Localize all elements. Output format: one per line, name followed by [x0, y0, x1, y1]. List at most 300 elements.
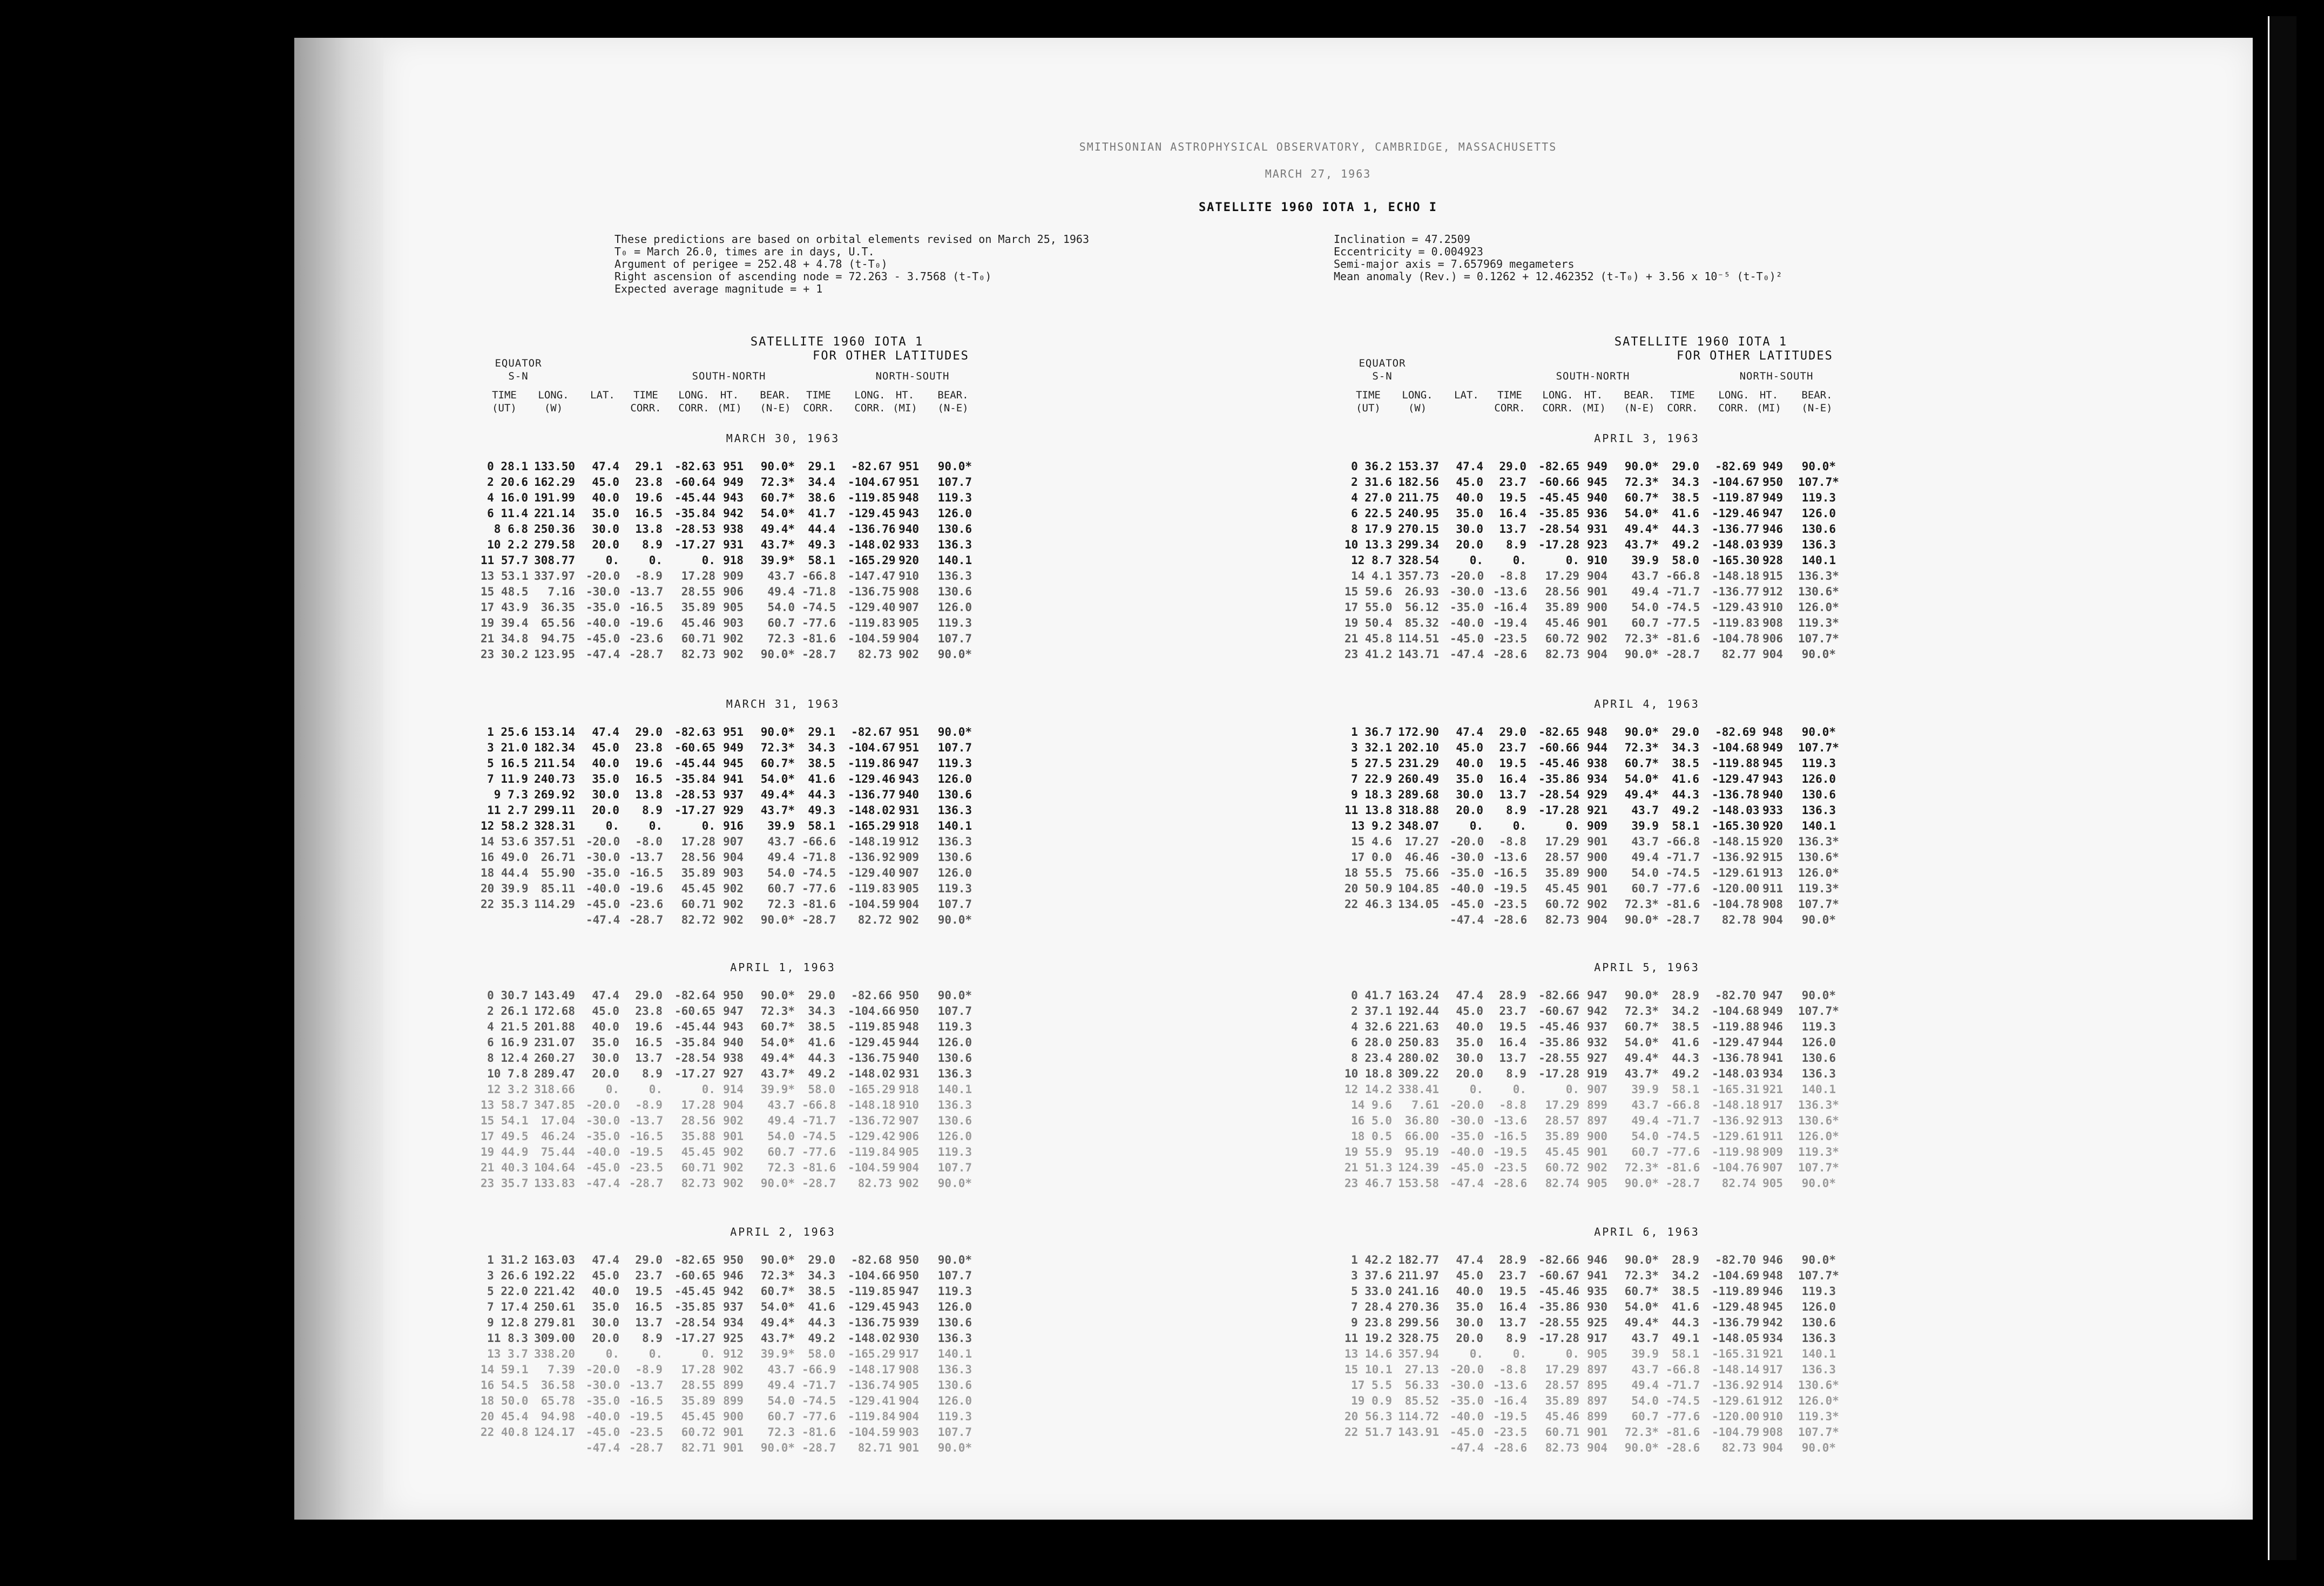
table-cell: 26.71 — [541, 851, 575, 864]
table-cell: 946 — [1762, 1253, 1783, 1266]
table-cell: 119.3 — [1801, 491, 1836, 504]
table-cell: -148.02 — [848, 1332, 896, 1345]
table-cell: 44.4 — [808, 523, 835, 536]
table-cell: 19.5 — [1499, 757, 1526, 770]
table-cell: 22 51.7 — [1345, 1426, 1393, 1439]
table-cell: -28.54 — [1538, 523, 1579, 536]
table-cell: 9 7.3 — [494, 788, 528, 801]
table-cell: -35.0 — [1450, 866, 1484, 879]
table-cell: 901 — [723, 1441, 744, 1454]
table-cell: 60.7 — [767, 616, 795, 629]
table-cell: 7 28.4 — [1351, 1300, 1392, 1313]
table-cell: -28.54 — [674, 1052, 715, 1065]
table-cell: 16 54.5 — [481, 1379, 529, 1392]
table-cell: 35.0 — [592, 507, 619, 520]
table-cell: 17 5.5 — [1351, 1379, 1392, 1392]
table-cell: 90.0* — [1801, 1177, 1836, 1190]
table-cell: 45.0 — [592, 1269, 619, 1282]
table-cell: 907 — [898, 601, 919, 614]
table-cell: -60.65 — [674, 741, 715, 754]
table-cell: 12 3.2 — [487, 1083, 528, 1096]
table-cell: 904 — [898, 632, 919, 645]
table-cell: 119.3* — [1798, 1146, 1839, 1158]
table-cell: 904 — [1587, 1441, 1607, 1454]
table-cell: 47.4 — [1456, 726, 1483, 738]
table-cell: 43.7 — [1631, 835, 1659, 848]
table-cell: 136.3 — [937, 804, 972, 817]
table-cell: 902 — [723, 1363, 744, 1376]
table-cell: 16.5 — [635, 1300, 663, 1313]
table-cell: 931 — [898, 804, 919, 817]
table-cell: 34.3 — [808, 741, 835, 754]
table-cell: 901 — [1587, 882, 1607, 895]
table-cell: 0. — [1565, 1083, 1579, 1096]
table-cell: -17.27 — [674, 538, 715, 551]
table-cell: 904 — [1762, 1441, 1783, 1454]
table-cell: 82.73 — [1721, 1441, 1756, 1454]
table-cell: 8.9 — [642, 1067, 663, 1080]
table-cell: 39.9 — [1631, 1347, 1659, 1360]
table-cell: -35.0 — [1450, 601, 1484, 614]
table-row — [481, 757, 977, 772]
table-cell: 40.0 — [592, 757, 619, 770]
table-cell: -16.5 — [629, 601, 664, 614]
table-cell: 942 — [723, 1285, 744, 1298]
table-cell: 901 — [723, 1130, 744, 1143]
table-cell: 29.0 — [808, 1253, 835, 1266]
table-cell: 933 — [1762, 804, 1783, 817]
table-cell: 44.3 — [1672, 1052, 1699, 1065]
table-cell: -40.0 — [586, 1146, 620, 1158]
table-cell: 945 — [1762, 757, 1783, 770]
table-row — [1345, 1253, 1841, 1269]
table-cell: -45.45 — [1538, 491, 1579, 504]
table-cell: 58.1 — [1672, 819, 1699, 832]
table-cell: 28.57 — [1545, 851, 1579, 864]
table-cell: 904 — [1762, 648, 1783, 661]
table-cell: 950 — [723, 1253, 744, 1266]
element-line: Inclination = 47.2509 — [1334, 233, 1470, 246]
table-cell: 907 — [723, 835, 744, 848]
table-cell: -66.8 — [802, 570, 836, 582]
table-row — [1345, 1441, 1841, 1456]
table-cell: 921 — [1762, 1083, 1783, 1096]
table-row — [1345, 1347, 1841, 1363]
table-cell: 6 22.5 — [1351, 507, 1392, 520]
table-cell: 130.6* — [1798, 851, 1839, 864]
table-cell: 270.36 — [1398, 1300, 1439, 1313]
table-cell: 47.4 — [592, 989, 619, 1002]
column-header: LONG. CORR. — [678, 389, 710, 414]
table-cell: 45.46 — [681, 616, 715, 629]
table-cell: 72.3* — [1624, 1426, 1659, 1439]
table-cell: -77.6 — [1666, 882, 1700, 895]
table-cell: 40.0 — [1456, 757, 1483, 770]
table-cell: -35.0 — [1450, 1130, 1484, 1143]
table-cell: -47.4 — [586, 1441, 620, 1454]
table-cell: -40.0 — [1450, 616, 1484, 629]
table-row — [481, 632, 977, 647]
table-cell: 899 — [1587, 1099, 1607, 1111]
table-cell: -30.0 — [586, 585, 620, 598]
table-cell: 18 44.4 — [481, 866, 529, 879]
table-cell: 90.0* — [1624, 1441, 1659, 1454]
table-cell: 85.52 — [1404, 1394, 1439, 1407]
table-cell: 49.4 — [767, 851, 795, 864]
table-cell: 910 — [898, 570, 919, 582]
table-cell: 28.55 — [681, 585, 715, 598]
table-cell: 904 — [1587, 913, 1607, 926]
table-cell: 49.4 — [767, 1379, 795, 1392]
table-cell: -19.5 — [629, 1146, 664, 1158]
table-cell: -148.18 — [1712, 570, 1760, 582]
table-cell: -19.5 — [1493, 1146, 1528, 1158]
table-cell: 8.9 — [642, 538, 663, 551]
table-cell: 14 4.1 — [1351, 570, 1392, 582]
table-cell: 0. — [1512, 1083, 1526, 1096]
table-cell: 60.71 — [681, 632, 715, 645]
table-cell: 60.7 — [1631, 1410, 1659, 1423]
table-cell: 347.85 — [534, 1099, 575, 1111]
table-cell: 44.3 — [1672, 1316, 1699, 1329]
table-cell: 919 — [1587, 1067, 1607, 1080]
table-cell: -8.8 — [1499, 835, 1526, 848]
table-cell: 72.3* — [1624, 476, 1659, 489]
table-cell: 250.61 — [534, 1300, 575, 1313]
table-cell: -136.92 — [1712, 1114, 1760, 1127]
table-cell: 60.7* — [1624, 1285, 1659, 1298]
table-cell: 20.0 — [1456, 1332, 1483, 1345]
table-cell: 65.56 — [541, 616, 575, 629]
table-cell: 35.89 — [1545, 866, 1579, 879]
table-cell: 944 — [1762, 1036, 1783, 1049]
table-cell: 72.3* — [1624, 1005, 1659, 1018]
table-cell: 136.3 — [937, 1067, 972, 1080]
table-cell: -77.6 — [1666, 1146, 1700, 1158]
table-cell: -35.85 — [674, 1300, 715, 1313]
table-cell: -28.55 — [1538, 1052, 1579, 1065]
table-cell: -40.0 — [586, 1410, 620, 1423]
table-cell: -74.5 — [1666, 1130, 1700, 1143]
table-cell: 90.0* — [1801, 913, 1836, 926]
table-cell: 119.3* — [1798, 882, 1839, 895]
table-cell: -82.64 — [674, 989, 715, 1002]
table-cell: 13 9.2 — [1351, 819, 1392, 832]
table-cell: 136.3 — [1801, 1067, 1836, 1080]
table-cell: -28.7 — [1666, 913, 1700, 926]
table-cell: 55.90 — [541, 866, 575, 879]
table-cell: 172.68 — [534, 1005, 575, 1018]
table-cell: -119.85 — [848, 491, 896, 504]
table-cell: -165.31 — [1712, 1083, 1760, 1096]
table-cell: 941 — [1587, 1269, 1607, 1282]
table-cell: -28.7 — [802, 1177, 836, 1190]
table-cell: 136.3 — [937, 1099, 972, 1111]
table-cell: 23.8 — [635, 1005, 663, 1018]
table-row — [1345, 757, 1841, 772]
table-cell: 940 — [1587, 491, 1607, 504]
table-cell: 126.0 — [937, 866, 972, 879]
table-cell: -60.65 — [674, 1269, 715, 1282]
table-cell: 933 — [898, 538, 919, 551]
table-cell: 90.0* — [1801, 460, 1836, 473]
table-cell: 913 — [1762, 866, 1783, 879]
table-cell: 126.0 — [937, 1300, 972, 1313]
table-cell: 90.0* — [760, 1253, 795, 1266]
table-cell: -119.85 — [848, 1285, 896, 1298]
table-cell: 54.0* — [1624, 1036, 1659, 1049]
table-cell: 950 — [723, 989, 744, 1002]
table-cell: 0. — [701, 1083, 715, 1096]
table-cell: 38.5 — [808, 1285, 835, 1298]
table-cell: 47.4 — [1456, 989, 1483, 1002]
table-cell: 0. — [1512, 554, 1526, 567]
table-cell: 8.9 — [1506, 804, 1526, 817]
table-cell: 950 — [898, 1005, 919, 1018]
table-cell: 901 — [723, 1426, 744, 1439]
table-cell: 126.0* — [1798, 866, 1839, 879]
table-row — [481, 866, 977, 882]
table-cell: 901 — [1587, 835, 1607, 848]
table-cell: 15 4.6 — [1351, 835, 1392, 848]
table-cell: 45.45 — [681, 1146, 715, 1158]
table-cell: 44.3 — [1672, 523, 1699, 536]
table-cell: 60.71 — [1545, 1426, 1579, 1439]
table-cell: 107.7 — [937, 1005, 972, 1018]
table-row — [1345, 632, 1841, 647]
table-cell: 904 — [723, 1099, 744, 1111]
table-cell: -28.7 — [802, 648, 836, 661]
observatory-header: SMITHSONIAN ASTROPHYSICAL OBSERVATORY, CAMBRIDGE, MASSACHUSETTS — [1079, 140, 1557, 153]
table-cell: -74.5 — [802, 866, 836, 879]
table-cell: 908 — [1762, 1426, 1783, 1439]
table-row — [1345, 1363, 1841, 1378]
table-cell: 143.71 — [1398, 648, 1439, 661]
table-cell: 279.81 — [534, 1316, 575, 1329]
table-cell: -28.54 — [674, 1316, 715, 1329]
table-cell: 0. — [648, 1083, 663, 1096]
column-header: TIME CORR. — [803, 389, 834, 414]
table-cell: 107.7* — [1798, 1426, 1839, 1439]
table-cell: 45.45 — [1545, 882, 1579, 895]
table-cell: 126.0* — [1798, 601, 1839, 614]
table-cell: 16.4 — [1499, 1300, 1526, 1313]
table-row — [481, 1285, 977, 1300]
table-cell: 915 — [1762, 570, 1783, 582]
table-cell: 20.0 — [592, 538, 619, 551]
table-cell: 13.8 — [635, 788, 663, 801]
column-header: LONG. (W) — [1402, 389, 1433, 414]
table-cell: 939 — [898, 1316, 919, 1329]
table-row — [481, 804, 977, 819]
table-cell: 41.6 — [1672, 1300, 1699, 1313]
table-cell: 28.9 — [1672, 1253, 1699, 1266]
table-cell: 911 — [1762, 1130, 1783, 1143]
table-cell: 1 36.7 — [1351, 726, 1392, 738]
table-row — [481, 570, 977, 585]
table-cell: 38.5 — [1672, 1285, 1699, 1298]
table-cell: -28.7 — [629, 1441, 664, 1454]
table-row — [481, 1332, 977, 1347]
table-cell: 13.7 — [635, 1316, 663, 1329]
day-date-heading: MARCH 31, 1963 — [726, 697, 840, 710]
table-cell: 2 31.6 — [1351, 476, 1392, 489]
table-cell: -16.5 — [629, 1130, 664, 1143]
table-cell: 29.1 — [808, 726, 835, 738]
table-cell: 94.98 — [541, 1410, 575, 1423]
table-cell: 23 35.7 — [481, 1177, 529, 1190]
table-cell: 192.22 — [534, 1269, 575, 1282]
table-cell: 2 26.1 — [487, 1005, 528, 1018]
table-cell: -148.18 — [1712, 1099, 1760, 1111]
table-cell: 36.35 — [541, 601, 575, 614]
table-cell: -16.5 — [629, 866, 664, 879]
table-cell: 221.14 — [534, 507, 575, 520]
table-cell: -17.27 — [674, 804, 715, 817]
table-cell: -60.65 — [674, 1005, 715, 1018]
column-header: BEAR. (N-E) — [1624, 389, 1655, 414]
element-line: Semi-major axis = 7.657969 megameters — [1334, 257, 1575, 270]
table-cell: 39.9* — [760, 1083, 795, 1096]
table-cell: 133.50 — [534, 460, 575, 473]
table-cell: -71.7 — [802, 1114, 836, 1127]
table-cell: 938 — [723, 1052, 744, 1065]
table-cell: 136.3 — [1801, 1332, 1836, 1345]
table-cell: 947 — [898, 1285, 919, 1298]
table-cell: 910 — [898, 1099, 919, 1111]
table-cell: 28.9 — [1499, 989, 1526, 1002]
table-cell: -30.0 — [1450, 851, 1484, 864]
table-cell: 29.0 — [635, 1253, 663, 1266]
table-cell: 13.7 — [1499, 788, 1526, 801]
table-cell: 905 — [1762, 1177, 1783, 1190]
table-cell: 903 — [723, 616, 744, 629]
table-cell: 90.0* — [760, 1441, 795, 1454]
table-cell: 95.19 — [1404, 1146, 1439, 1158]
table-cell: 47.4 — [592, 460, 619, 473]
table-cell: 897 — [1587, 1363, 1607, 1376]
table-row — [481, 1253, 977, 1269]
column-header: BEAR. (N-E) — [937, 389, 969, 414]
table-cell: 119.3 — [937, 616, 972, 629]
table-cell: -104.78 — [1712, 632, 1760, 645]
table-cell: 136.3 — [937, 835, 972, 848]
table-cell: -13.7 — [629, 1379, 664, 1392]
table-cell: 30.0 — [592, 1316, 619, 1329]
table-cell: -45.0 — [586, 898, 620, 911]
table-cell: -136.92 — [1712, 1379, 1760, 1392]
table-cell: 85.11 — [541, 882, 575, 895]
table-cell: 19.6 — [635, 757, 663, 770]
table-cell: 16.4 — [1499, 507, 1526, 520]
table-cell: 0. — [701, 819, 715, 832]
table-cell: 13 14.6 — [1345, 1347, 1393, 1360]
table-cell: 172.90 — [1398, 726, 1439, 738]
table-cell: 119.3 — [1801, 1020, 1836, 1033]
table-row — [481, 1005, 977, 1020]
table-cell: 942 — [1587, 1005, 1607, 1018]
table-cell: -120.00 — [1712, 1410, 1760, 1423]
table-cell: -148.18 — [848, 1099, 896, 1111]
table-cell: 906 — [898, 1130, 919, 1143]
table-cell: 19.5 — [635, 1285, 663, 1298]
table-cell: 937 — [723, 788, 744, 801]
table-cell: 16 49.0 — [481, 851, 529, 864]
table-cell: 82.73 — [1545, 1441, 1579, 1454]
table-cell: 2 37.1 — [1351, 1005, 1392, 1018]
table-cell: 938 — [723, 523, 744, 536]
table-cell: -136.77 — [1712, 523, 1760, 536]
table-cell: -74.5 — [1666, 866, 1700, 879]
table-row — [1345, 1036, 1841, 1051]
table-cell: 43.7* — [760, 1332, 795, 1345]
table-cell: 29.0 — [635, 726, 663, 738]
table-cell: 328.31 — [534, 819, 575, 832]
table-cell: 943 — [898, 772, 919, 785]
table-row — [1345, 866, 1841, 882]
table-cell: 29.1 — [808, 460, 835, 473]
table-cell: 9 18.3 — [1351, 788, 1392, 801]
table-cell: -30.0 — [586, 851, 620, 864]
table-cell: -45.0 — [586, 1161, 620, 1174]
table-row — [481, 476, 977, 491]
table-cell: 130.6 — [937, 1316, 972, 1329]
table-cell: 54.0* — [760, 772, 795, 785]
table-cell: 40.0 — [592, 491, 619, 504]
table-cell: 82.71 — [857, 1441, 892, 1454]
table-cell: 34.4 — [808, 476, 835, 489]
table-cell: 289.68 — [1398, 788, 1439, 801]
column-header: LONG. CORR. — [854, 389, 886, 414]
table-cell: -119.87 — [1712, 491, 1760, 504]
table-cell: 918 — [723, 554, 744, 567]
table-cell: 162.29 — [534, 476, 575, 489]
table-cell: 130.6 — [937, 788, 972, 801]
table-cell: 11 19.2 — [1345, 1332, 1393, 1345]
table-cell: 15 48.5 — [481, 585, 529, 598]
north-south-label: NORTH-SOUTH — [1739, 370, 1814, 382]
table-cell: 41.6 — [1672, 1036, 1699, 1049]
table-cell: 82.73 — [857, 1177, 892, 1190]
table-cell: 45.0 — [1456, 476, 1483, 489]
table-cell: -35.84 — [674, 772, 715, 785]
table-cell: 17.04 — [541, 1114, 575, 1127]
table-cell: 90.0* — [1624, 1253, 1659, 1266]
table-cell: 44.3 — [808, 788, 835, 801]
table-cell: 90.0* — [937, 913, 972, 926]
table-cell: 82.74 — [1721, 1177, 1756, 1190]
table-cell: -13.6 — [1493, 585, 1528, 598]
table-cell: 60.7 — [767, 882, 795, 895]
table-cell: 20.0 — [1456, 1067, 1483, 1080]
table-row — [481, 616, 977, 632]
table-cell: -45.0 — [586, 632, 620, 645]
table-cell: -35.0 — [1450, 1394, 1484, 1407]
table-cell: 60.72 — [1545, 632, 1579, 645]
table-cell: 930 — [898, 1332, 919, 1345]
table-cell: 903 — [723, 866, 744, 879]
table-cell: 126.0* — [1798, 1394, 1839, 1407]
table-cell: 0 36.2 — [1351, 460, 1392, 473]
table-cell: 34.3 — [808, 1269, 835, 1282]
table-cell: -17.27 — [674, 1332, 715, 1345]
table-cell: 49.4 — [1631, 1114, 1659, 1127]
table-cell: 0. — [701, 1347, 715, 1360]
table-row — [481, 491, 977, 506]
table-cell: 21 51.3 — [1345, 1161, 1393, 1174]
table-cell: -129.45 — [848, 1300, 896, 1313]
table-cell: -66.8 — [802, 1099, 836, 1111]
